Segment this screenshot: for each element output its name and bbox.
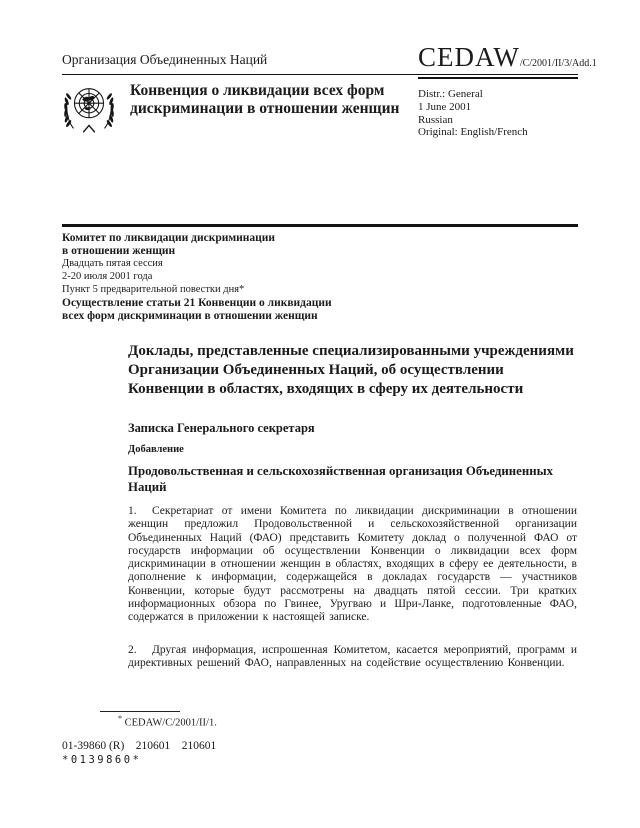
committee-name-line2: в отношении женщин bbox=[62, 245, 176, 258]
committee-block bbox=[62, 232, 332, 323]
document-symbol-main: CEDAW bbox=[418, 42, 520, 72]
committee-name-line1: Комитет по ликвидации дискриминации bbox=[62, 232, 276, 244]
document-symbol bbox=[418, 42, 597, 73]
agenda-item: Пункт 5 предварительной повестки дня* bbox=[62, 284, 245, 295]
paragraph-2-number: 2. bbox=[128, 644, 137, 656]
session-line: Двадцать пятая сессия bbox=[62, 258, 163, 270]
agenda-title-line2: всех форм дискриминации в отношении женщин bbox=[62, 310, 318, 322]
report-title: Доклады, представленные специализированными учреждениями Организации Объединенных Наций, об осуществлении Конвенции в областях, входящих в сферу их деятельности bbox=[128, 343, 574, 397]
original-language-line: Original: English/French bbox=[418, 126, 528, 139]
footnote-text: CEDAW/C/2001/II/1. bbox=[124, 717, 217, 729]
masthead-rule bbox=[62, 74, 578, 75]
date-line: 1 June 2001 bbox=[418, 100, 472, 113]
document-number: 01-39860 (R) 210601 210601 bbox=[62, 740, 217, 752]
symbol-underline-rule bbox=[418, 77, 578, 79]
paragraph-1 bbox=[128, 505, 577, 625]
distr-line: Distr.: General bbox=[418, 88, 483, 100]
section-divider-rule bbox=[62, 224, 578, 227]
barcode-text: *0139860* bbox=[62, 754, 142, 766]
footnote bbox=[118, 714, 217, 729]
report-subtitle: Записка Генерального секретаря bbox=[128, 421, 315, 435]
footnote-marker: * bbox=[118, 714, 122, 723]
paragraph-2 bbox=[128, 644, 577, 671]
agenda-title-line1: Осуществление статьи 21 Конвенции о ликвидации bbox=[62, 296, 332, 309]
paragraph-1-text: Секретариат от имени Комитета по ликвидации дискриминации в отношении женщин предложил Продовольственной и сельскохозяйственной организации Объединенных Наций (ФАО) представить Комитету доклад о полученной ФАО от государств информации об осуществлении Конвенции о ликвидации всех форм дискриминации в отношении женщин в областях, входящих в сферу ее деятельности, в дополнение к информации, содержащейся в докладах государств — участников Конвенции, которые будут рассмотрены на двадцать пятой сессии. Три кратких информационных обзора по Гвинее, Уругваю и Шри-Ланке, подготовленные ФАО, содержатся в приложении к настоящей записке. bbox=[128, 505, 577, 624]
footnote-rule bbox=[100, 711, 180, 712]
distribution-block bbox=[418, 88, 528, 139]
paragraph-1-number: 1. bbox=[128, 505, 137, 517]
convention-title: Конвенция о ликвидации всех форм дискриминации в отношении женщин bbox=[130, 82, 400, 117]
document-symbol-suffix: /C/2001/II/3/Add.1 bbox=[519, 58, 597, 69]
paragraph-2-text: Другая информация, испрошенная Комитетом, касается мероприятий, программ и директивных решений ФАО, направленных на содействие осуществлению Конвенции. bbox=[128, 644, 577, 670]
session-dates: 2-20 июля 2001 года bbox=[62, 271, 153, 283]
language-line: Russian bbox=[418, 113, 453, 126]
un-org-name: Организация Объединенных Наций bbox=[62, 52, 268, 67]
addendum-label: Добавление bbox=[128, 444, 184, 455]
un-emblem-icon bbox=[58, 78, 120, 140]
fao-section-heading: Продовольственная и сельскохозяйственная организация Объединенных Наций bbox=[128, 464, 553, 494]
